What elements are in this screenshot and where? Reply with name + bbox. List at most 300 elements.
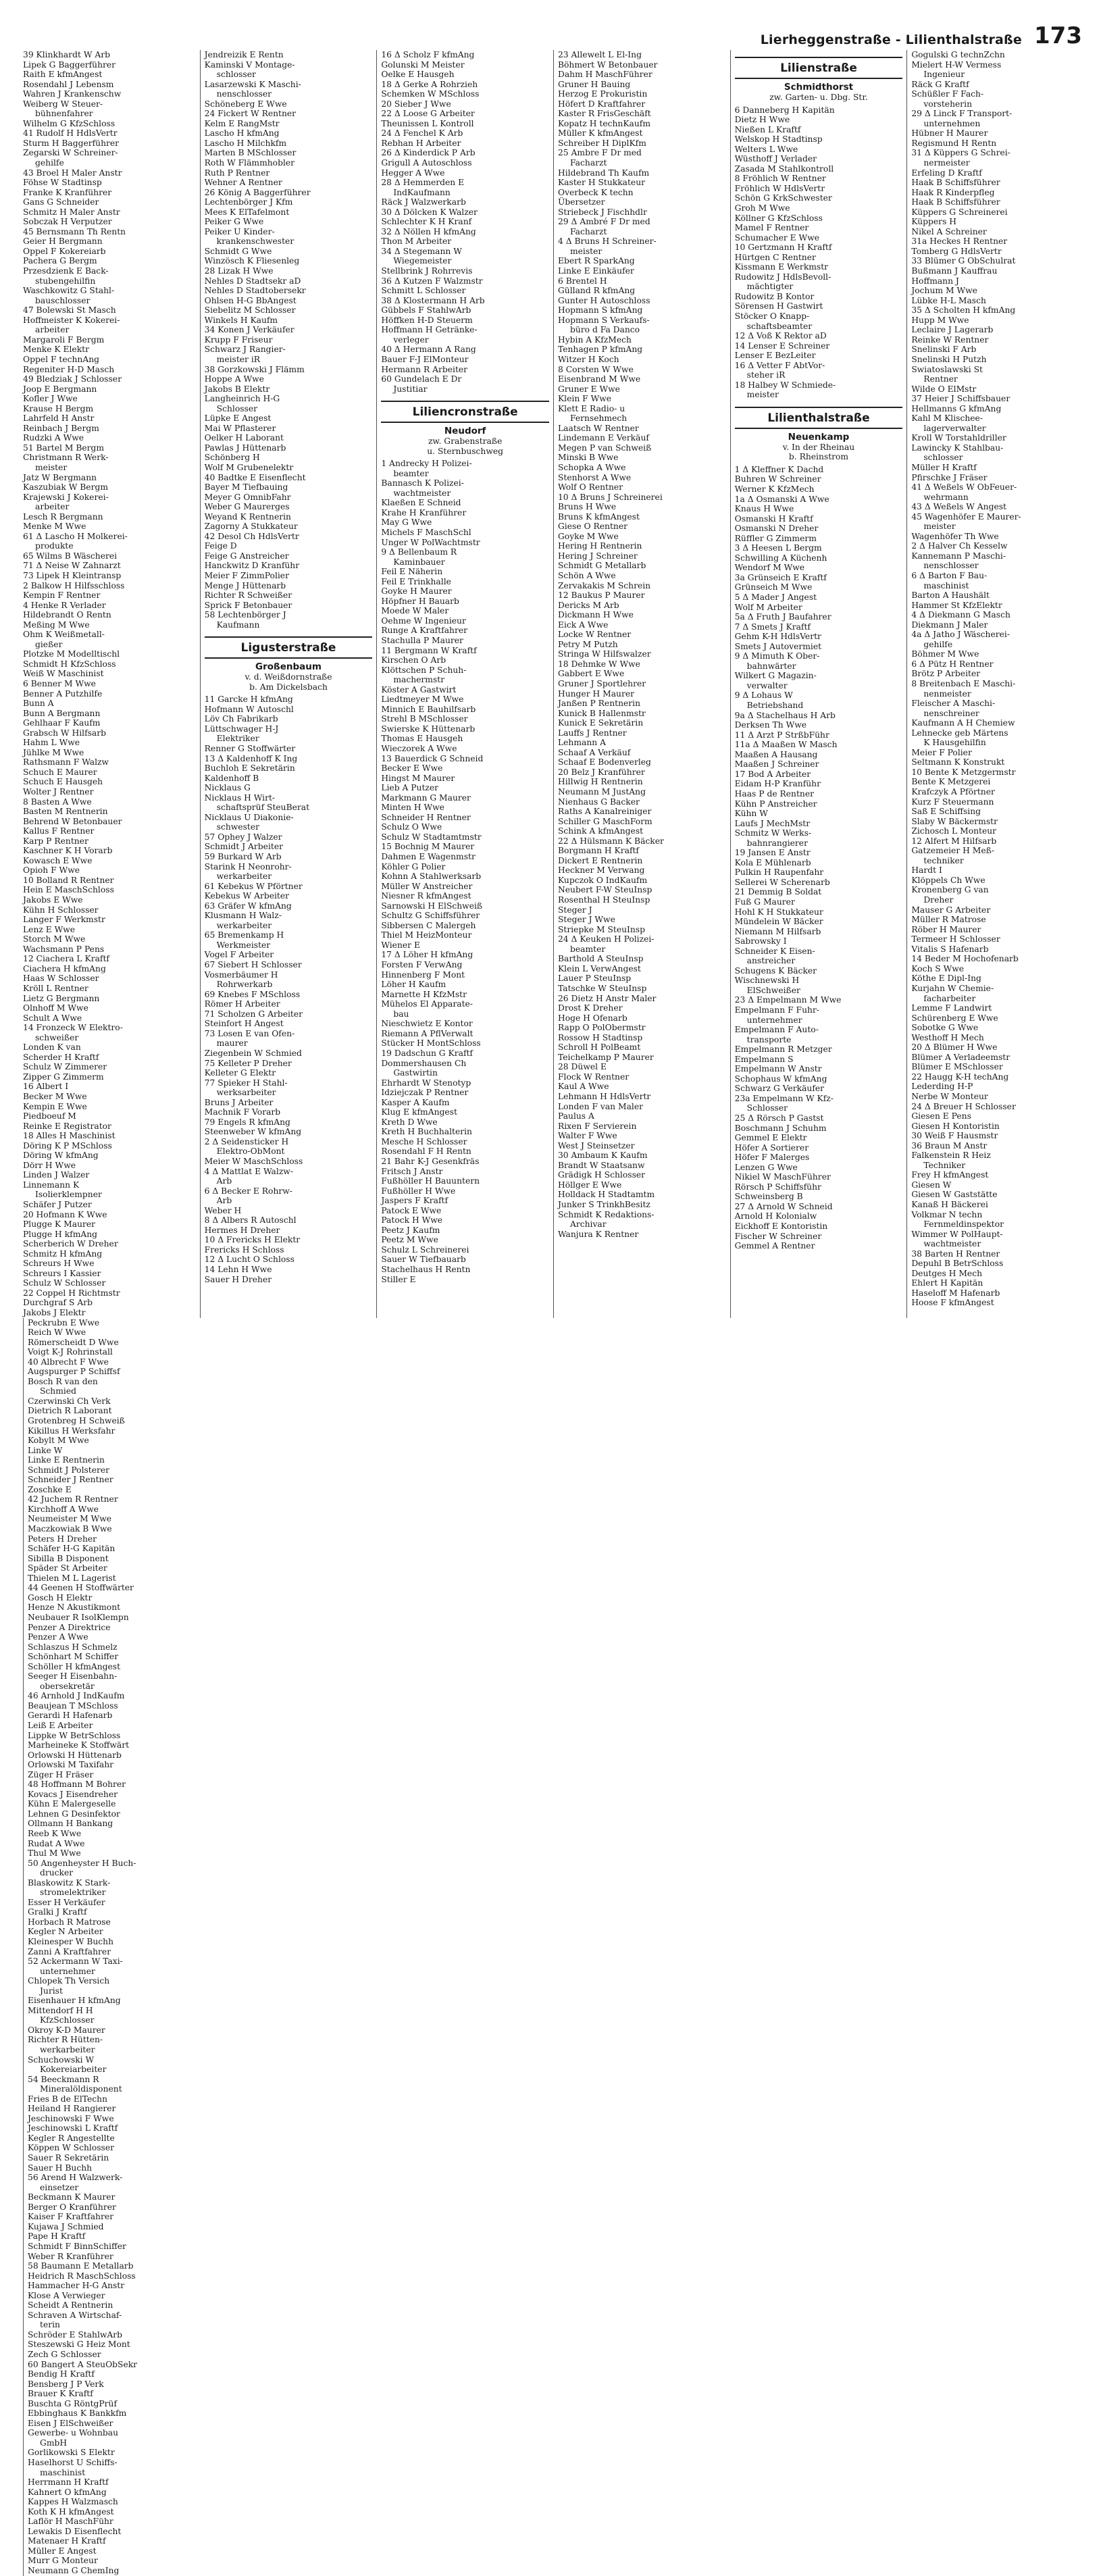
directory-entry: Pulkin H Raupenfahr xyxy=(734,867,824,878)
directory-entry: Rosenthal H SteuInsp xyxy=(557,895,650,905)
directory-entry: Fries B de ElTechn xyxy=(28,2094,108,2104)
column-6 xyxy=(906,50,1083,1318)
district-name: Neuenkamp xyxy=(788,431,850,443)
directory-entry: Weber R Kranführer xyxy=(28,2251,113,2261)
directory-entry: Beaujean T MSchloss xyxy=(28,1700,118,1711)
directory-entry: Erfeling D Kraftf xyxy=(911,168,982,178)
directory-entry: Eisen J ElSchweißer xyxy=(28,2418,113,2428)
directory-entry: Leclaire J Lagerarb xyxy=(911,325,994,335)
directory-entry: Saß E Schiffsing xyxy=(911,807,981,817)
directory-entry: Peiker U Kinder- xyxy=(204,226,275,236)
directory-entry: Hellmanns G kfmAng xyxy=(911,403,1002,413)
directory-entry: Neumann G ChemIng xyxy=(28,2566,120,2575)
directory-entry: Schmitz H kfmAng xyxy=(23,1248,103,1259)
directory-entry: 32 Δ Nöllen H kfmAng xyxy=(381,226,476,236)
directory-entry: 50 Angenheyster H Buch- xyxy=(28,1858,136,1868)
directory-entry: Kaminbauer xyxy=(393,557,445,567)
directory-entry: terin xyxy=(40,2320,60,2330)
directory-entry: Junker S TrinkhBesitz xyxy=(557,1199,650,1209)
directory-entry: 40 Albrecht F Wwe xyxy=(28,1357,109,1367)
directory-entry: Empelmann R Metzger xyxy=(734,1044,832,1055)
directory-entry: Krahe H Kranführer xyxy=(381,507,467,517)
directory-entry: Fernmeldinspektor xyxy=(923,1219,1004,1230)
directory-entry: Fritsch J Anstr xyxy=(381,1166,443,1176)
directory-entry: 21 Demmig B Soldat xyxy=(734,887,822,897)
directory-entry: Kempin E Wwe xyxy=(23,1101,87,1111)
directory-entry: Sibbersen C Malergeh xyxy=(381,920,476,930)
directory-entry: Hammacher H-G Anstr xyxy=(28,2281,125,2291)
directory-entry: unternehmer xyxy=(40,1966,95,1976)
directory-entry: Grünseich M Wwe xyxy=(734,582,813,592)
directory-entry: Fischer W Schreiner xyxy=(734,1231,822,1241)
directory-entry: Rosendahl J Lebensm xyxy=(23,79,114,89)
directory-entry: Bunn A Bergmann xyxy=(23,708,101,718)
directory-entry: Empelmann F Fuhr- xyxy=(734,1005,819,1015)
directory-entry: Gorlikowski S Elektr xyxy=(28,2448,115,2458)
directory-entry: Lasarzewski K Maschi- xyxy=(204,79,301,89)
directory-entry: bühnenfahrer xyxy=(35,109,93,119)
street-heading xyxy=(205,636,373,692)
directory-entry: Bunn A xyxy=(23,699,54,709)
directory-entry: 22 Δ Loose G Arbeiter xyxy=(381,109,475,119)
directory-entry: Schreiber H DiplKfm xyxy=(557,138,646,148)
directory-entry: 2 Δ Halver Ch Kesselw xyxy=(911,541,1008,551)
directory-entry: Linke E Einkäufer xyxy=(557,266,634,276)
directory-entry: Durchgraf S Arb xyxy=(23,1298,93,1308)
directory-entry: Höfert D Kraftfahrer xyxy=(557,99,646,109)
directory-entry: Marten B MSchlosser xyxy=(204,148,297,158)
directory-entry: Wahren J Krankenschw xyxy=(23,89,122,99)
directory-entry: Döring K P MSchloss xyxy=(23,1140,112,1151)
directory-entry: bahnwärter xyxy=(746,661,796,671)
directory-entry: Klug E kfmAngest xyxy=(381,1107,457,1117)
directory-entry: Kaster R FrisGeschäft xyxy=(557,109,651,119)
directory-entry: Zasada M Stahlkontroll xyxy=(734,163,834,174)
directory-entry: 14 Fronzeck W Elektro- xyxy=(23,1023,123,1033)
directory-entry: 20 Sieber J Wwe xyxy=(381,99,451,109)
directory-entry: Vitalis S Hafenarb xyxy=(911,944,989,954)
directory-entry: Sabrowsky I xyxy=(734,936,787,946)
directory-entry: meister xyxy=(35,462,68,472)
directory-entry: Elektro-ObMont xyxy=(216,1146,285,1157)
directory-entry: Stenhorst A Wwe xyxy=(557,472,632,482)
directory-entry: 46 Arnhold J IndKaufm xyxy=(28,1691,125,1701)
directory-entry: Fußhöller H Bauuntern xyxy=(381,1176,480,1186)
directory-entry: Langer F Werkmstr xyxy=(23,915,105,925)
directory-entry: Schult A Wwe xyxy=(23,1013,82,1023)
directory-entry: Reich W Wwe xyxy=(28,1328,86,1338)
directory-entry: 8 Δ Albers R Autoschl xyxy=(204,1215,297,1226)
directory-entry: Neumeister M Wwe xyxy=(28,1514,112,1524)
street-heading xyxy=(735,407,903,462)
directory-entry: Lawincky K Stahlbau- xyxy=(911,443,1004,453)
directory-entry: Feil E Näherin xyxy=(381,567,443,577)
directory-entry: Koch S Wwe xyxy=(911,963,965,974)
directory-entry: 30 Ambaum K Kaufm xyxy=(557,1151,648,1161)
directory-entry: Hopmann S kfmAng xyxy=(557,305,643,315)
directory-entry: Schmidt J Arbeiter xyxy=(204,842,283,852)
directory-entry: Olnhoff M Wwe xyxy=(23,1003,88,1013)
street-range: b. Am Dickelsbach xyxy=(249,682,328,692)
directory-entry: Moede W Maler xyxy=(381,606,449,616)
directory-entry: Buchloh E Sekretärin xyxy=(204,763,295,774)
directory-entry: Minten H Wwe xyxy=(381,803,444,813)
directory-entry: Hoppe A Wwe xyxy=(204,374,264,384)
directory-entry: Schreurs I Kassier xyxy=(23,1268,101,1278)
directory-entry: Sobotke G Wwe xyxy=(911,1023,979,1033)
directory-entry: Archivar xyxy=(569,1219,607,1230)
directory-entry: Heidrich R MaschSchloss xyxy=(28,2271,136,2281)
directory-entry: Horbach R Matrose xyxy=(28,1917,111,1927)
directory-entry: Lehnen G Desinfektor xyxy=(28,1809,120,1819)
directory-entry: Justitiar xyxy=(393,384,428,394)
directory-entry: Regeniter H-D Masch xyxy=(23,364,115,374)
directory-entry: 39 Klinkhardt W Arb xyxy=(23,50,111,59)
directory-entry: Seltmann K Konstrukt xyxy=(911,757,1005,767)
street-range: b. Rheinstrom xyxy=(788,452,849,462)
directory-entry: Hillwig H Rentnerin xyxy=(557,777,643,787)
directory-entry: Müller H Kraftf xyxy=(911,462,977,472)
directory-entry: Scherberich W Dreher xyxy=(23,1239,118,1249)
directory-entry: Haak R Kinderpfleg xyxy=(911,187,995,197)
directory-entry: Lübke H-L Masch xyxy=(911,295,986,305)
directory-entry: Haas W Schlosser xyxy=(23,974,99,984)
directory-entry: Hildebrandt O Rentn xyxy=(23,610,111,620)
directory-entry: Schwarz J Rangier- xyxy=(204,345,286,355)
directory-entry: Kahnert O kfmAng xyxy=(28,2487,107,2497)
directory-entry: 11 Bergmann W Kraftf xyxy=(381,645,477,655)
directory-entry: Jühlke M Wwe xyxy=(23,747,84,757)
directory-entry: Kupczok O IndKaufm xyxy=(557,875,648,885)
directory-entry: Maaßen A Hausang xyxy=(734,749,818,759)
directory-entry: Augspurger P Schiffsf xyxy=(28,1367,120,1377)
directory-entry: Runge A Kraftfahrer xyxy=(381,626,467,636)
directory-entry: Hohl K H Stukkateur xyxy=(734,907,823,917)
directory-entry: Menke K Elektr xyxy=(23,345,89,355)
directory-entry: Raith E kfmAngest xyxy=(23,70,103,80)
directory-entry: Fußhöller H Wwe xyxy=(381,1186,456,1196)
directory-entry: Krajewski J Kokerei- xyxy=(23,492,109,502)
directory-entry: 75 Kelleter P Dreher xyxy=(204,1058,292,1068)
directory-entry: Hingst M Maurer xyxy=(381,773,455,783)
directory-entry: Herzog E Prokuristin xyxy=(557,89,648,99)
directory-entry: Weyand K Rentnerin xyxy=(204,511,291,522)
street-heading xyxy=(381,401,549,456)
directory-entry: Müller K kfmAngest xyxy=(557,128,643,138)
directory-entry: Wilkert G Magazin- xyxy=(734,671,817,681)
directory-entry: Stachulla P Maurer xyxy=(381,635,463,645)
directory-entry: Kaschner K H Vorarb xyxy=(23,846,113,856)
directory-entry: Sauer H Buchh xyxy=(28,2163,93,2173)
directory-entry: Buhren W Schreiner xyxy=(734,474,821,484)
directory-entry: Winzösch K Fliesenleg xyxy=(204,256,300,266)
directory-entry: Piedboeuf M xyxy=(23,1111,76,1121)
directory-entry: Hildebrand Th Kaufm xyxy=(557,168,650,178)
directory-entry: 10 Δ Bruns J Schreinerei xyxy=(557,492,663,502)
directory-entry: 54 Beeckmann R xyxy=(28,2074,99,2084)
directory-entry: gehilfe xyxy=(923,639,953,649)
directory-entry: Kola E Mühlenarb xyxy=(734,857,811,867)
directory-entry: 71 Δ Neise W Zahnarzt xyxy=(23,561,121,571)
directory-entry: Gabbert E Wwe xyxy=(557,669,625,679)
directory-entry: Peiker G Wwe xyxy=(204,217,264,227)
directory-entry: 11 Garcke H kfmAng xyxy=(204,694,293,705)
directory-entry: beamter xyxy=(393,468,429,478)
directory-entry: Bruns J Arbeiter xyxy=(204,1097,274,1107)
directory-entry: Niesner R kfmAngest xyxy=(381,891,471,901)
directory-entry: Mamel F Rentner xyxy=(734,223,809,233)
directory-entry: werkarbeiter xyxy=(216,920,272,930)
directory-entry: Kühn H Schlosser xyxy=(23,905,99,915)
directory-entry: Feige D xyxy=(204,541,237,551)
directory-entry: Wehner A Rentner xyxy=(204,178,282,188)
directory-entry: Schraven A Wirtschaf- xyxy=(28,2310,122,2320)
directory-entry: 2 Balkow H Hilfsschloss xyxy=(23,580,125,590)
directory-entry: Vosmerbäumer H xyxy=(204,969,278,980)
directory-entry: Laatsch W Rentner xyxy=(557,423,639,433)
directory-entry: 35 Δ Scholten H kfmAng xyxy=(911,305,1016,315)
directory-entry: 21 Bahr K-J Gesenkfräs xyxy=(381,1156,480,1166)
directory-entry: Räck G Kraftf xyxy=(911,79,969,89)
directory-entry: schaftsbeamter xyxy=(746,321,813,331)
directory-entry: Karp P Rentner xyxy=(23,836,88,846)
directory-entry: Grigull A Autoschloss xyxy=(381,158,472,168)
directory-entry: Fernsehmech xyxy=(569,413,628,424)
directory-entry: Marnette H KfzMstr xyxy=(381,989,467,999)
directory-entry: 4 Δ Bruns H Schreiner- xyxy=(557,236,657,247)
directory-entry: Rixen F Servierein xyxy=(557,1121,637,1131)
directory-entry: Golunski M Meister xyxy=(381,59,465,70)
directory-columns xyxy=(23,50,1083,2575)
directory-entry: Jeschinowski L Kraftf xyxy=(28,2123,118,2133)
directory-entry: Rüffler G Zimmerm xyxy=(734,533,817,543)
directory-entry: Hinnenberg F Mont xyxy=(381,969,465,980)
directory-entry: Zichosch L Monteur xyxy=(911,826,997,836)
directory-entry: 38 Gorzkowski J Flämm xyxy=(204,364,305,374)
directory-entry: Hürtgen C Rentner xyxy=(734,252,816,262)
directory-entry: Kaster H Stukkateur xyxy=(557,178,645,188)
directory-entry: Gruner J Sportlehrer xyxy=(557,679,646,688)
directory-entry: Ciachera H kfmAng xyxy=(23,963,106,974)
directory-entry: Fleischer A Maschi- xyxy=(911,699,996,709)
directory-entry: Oppel F Kokereiarb xyxy=(23,246,106,256)
directory-entry: Overbeck K techn xyxy=(557,187,634,197)
directory-entry: Pape H Kraftf xyxy=(28,2231,86,2242)
directory-entry: Gralki J Kraftf xyxy=(28,1907,87,1917)
directory-entry: 59 Burkard W Arb xyxy=(204,852,282,862)
directory-entry: Hanckwitz D Kranführ xyxy=(204,561,300,571)
directory-entry: Hering J Schreiner xyxy=(557,551,638,561)
directory-entry: Czerwinski Ch Verk xyxy=(28,1396,111,1406)
directory-entry: Locke W Rentner xyxy=(557,630,632,640)
directory-entry: Patock H Wwe xyxy=(381,1215,443,1226)
directory-entry: Stöcker O Knapp- xyxy=(734,311,810,321)
directory-entry: Zervakakis M Schrein xyxy=(557,580,651,590)
directory-entry: Kirchhoff A Wwe xyxy=(28,1504,99,1514)
directory-entry: Schön A Wwe xyxy=(557,570,616,580)
directory-entry: Brauer K Kraftf xyxy=(28,2389,93,2399)
directory-entry: Jochum M Wwe xyxy=(911,286,977,296)
directory-entry: Pachera G Bergm xyxy=(23,256,97,266)
directory-entry: 14 Lenser E Schreiner xyxy=(734,340,830,351)
directory-entry: Mai W Pflasterer xyxy=(204,423,276,433)
directory-entry: Lippke W BetrSchloss xyxy=(28,1730,121,1740)
directory-entry: Hermann R Arbeiter xyxy=(381,364,468,374)
directory-entry: Richter R Hütten- xyxy=(28,2035,103,2045)
directory-entry: Dahm H MaschFührer xyxy=(557,70,652,80)
directory-entry: Schönberg H xyxy=(204,453,260,463)
directory-entry: Schugens K Bäcker xyxy=(734,965,817,976)
directory-entry: 38 Δ Klostermann H Arb xyxy=(381,295,485,305)
directory-entry: Hoffmann J xyxy=(911,276,959,286)
directory-entry: Bannasch K Polizei- xyxy=(381,478,464,488)
directory-entry: 8 Fröhlich W Rentner xyxy=(734,174,826,184)
directory-entry: Zipper G Zimmerm xyxy=(23,1071,104,1082)
directory-entry: 58 Lechtenbörger J xyxy=(204,610,286,620)
directory-entry: Striepke M SteuInsp xyxy=(557,924,645,934)
directory-entry: Hupp M Wwe xyxy=(911,315,969,325)
directory-entry: 29 Δ Ambré F Dr med xyxy=(557,217,650,227)
directory-entry: Nehles D Stadtsekr aD xyxy=(204,276,301,286)
directory-entry: 28 Δ Hemmerden E xyxy=(381,178,465,188)
directory-entry: meister iR xyxy=(216,354,261,364)
directory-entry: 6 Benner M Wwe xyxy=(23,679,96,688)
directory-entry: Beckmann K Maurer xyxy=(28,2192,116,2202)
directory-entry: Meier F ZimmPolier xyxy=(204,570,289,580)
directory-entry: Schwarz G Verkäufer xyxy=(734,1084,825,1094)
directory-entry: Brandt W Staatsanw xyxy=(557,1160,645,1170)
directory-entry: Bosch R van den xyxy=(28,1376,98,1386)
directory-entry: 18 Dehmke W Wwe xyxy=(557,659,640,669)
directory-entry: Kreth D Wwe xyxy=(381,1117,438,1127)
column-1 xyxy=(23,50,200,1318)
directory-entry: Klein F Wwe xyxy=(557,394,612,404)
directory-entry: 13 Δ Kaldenhoff K Ing xyxy=(204,753,298,763)
directory-entry: Kühn E Malergeselle xyxy=(28,1799,116,1809)
directory-entry: Matenaer H Kraftf xyxy=(28,2536,106,2546)
directory-entry: 41 Rudolf H HdlsVertr xyxy=(23,128,118,138)
directory-entry: Wolf M Arbeiter xyxy=(734,602,802,612)
directory-entry: Ohlsen H-G BbAngest xyxy=(204,295,297,305)
directory-entry: 60 Gundelach E Dr xyxy=(381,374,462,384)
directory-entry: Reeb K Wwe xyxy=(28,1828,82,1838)
directory-entry: Empelmann S xyxy=(734,1054,794,1064)
directory-entry: Pfirschke J Fräser xyxy=(911,472,988,482)
directory-entry: Rudat A Wwe xyxy=(28,1838,85,1848)
directory-entry: 4 Henke R Verlader xyxy=(23,600,106,610)
directory-entry: Heiland H Rangierer xyxy=(28,2104,116,2114)
directory-entry: drucker xyxy=(40,1868,74,1878)
directory-entry: Schmidt K Redaktions- xyxy=(557,1209,655,1219)
directory-entry: Bayer M Tiefbauing xyxy=(204,482,288,493)
directory-entry: Höfer A Sortierer xyxy=(734,1142,809,1153)
directory-entry: Löv Ch Fabrikarb xyxy=(204,714,278,724)
directory-entry: Depuhl B BetrSchloss xyxy=(911,1259,1004,1269)
directory-entry: Küppers G Schreinerei xyxy=(911,207,1008,217)
directory-entry: Schwilling A Küchenh xyxy=(734,553,827,563)
directory-entry: 8 Basten A Wwe xyxy=(23,797,92,807)
directory-entry: Grotenbreg H Schweiß xyxy=(28,1416,125,1426)
directory-entry: Rossow H Stadtinsp xyxy=(557,1032,643,1042)
street-name: Lilienthalstraße xyxy=(735,407,903,429)
directory-entry: Becker E Wwe xyxy=(381,763,443,774)
directory-entry: Drost K Dreher xyxy=(557,1003,623,1013)
directory-entry: Schultz G Schiffsführer xyxy=(381,911,480,921)
directory-entry: Seeger H Eisenbahn- xyxy=(28,1671,118,1682)
directory-entry: Gerardi H Hafenarb xyxy=(28,1711,113,1721)
directory-entry: Snelinski F Arb xyxy=(911,345,977,355)
directory-entry: Gunter H Autoschloss xyxy=(557,295,650,305)
directory-entry: Eidam H-P Kranführ xyxy=(734,779,821,789)
directory-entry: Chlopek Th Versich xyxy=(28,1976,110,1986)
directory-entry: Derksen Th Wwe xyxy=(734,720,807,730)
directory-entry: 6 Brentel H xyxy=(557,276,607,286)
directory-entry: 38 Barten H Rentner xyxy=(911,1248,1000,1259)
directory-entry: 4 Δ Mattlat E Walzw- xyxy=(204,1166,293,1176)
directory-entry: einsetzer xyxy=(40,2182,79,2192)
directory-entry: Nieschwietz E Kontor xyxy=(381,1019,473,1029)
directory-entry: Empelmann F Auto- xyxy=(734,1025,819,1035)
directory-entry: Weiberg W Steuer- xyxy=(23,99,103,109)
directory-entry: Schaaf A Verkäuf xyxy=(557,747,631,757)
directory-entry: Falkenstein R Heiz xyxy=(911,1151,991,1161)
directory-entry: Eisenbrand M Wwe xyxy=(557,374,641,384)
directory-entry: nenschreiner xyxy=(923,708,979,718)
directory-entry: 22 Coppel H Richtmstr xyxy=(23,1288,120,1298)
directory-entry: 73 Losen E van Ofen- xyxy=(204,1028,295,1038)
directory-entry: Schuchowski W xyxy=(28,2054,95,2065)
directory-entry: Hoffmeister K Kokerei- xyxy=(23,315,120,325)
directory-entry: Minnich E Bauhilfsarb xyxy=(381,704,476,714)
directory-entry: Stachelhaus H Rentn xyxy=(381,1264,471,1274)
directory-entry: 8 Corsten W Wwe xyxy=(557,364,634,374)
directory-entry: 61 Kebekus W Pförtner xyxy=(204,881,303,891)
directory-entry: Knaus H Wwe xyxy=(734,504,794,514)
directory-entry: Sobczak H Verputzer xyxy=(23,217,112,227)
directory-entry: Frericks H Schloss xyxy=(204,1244,284,1255)
directory-entry: Bruns K kfmAngest xyxy=(557,511,640,522)
directory-entry: Mühelos El Apparate- xyxy=(381,999,473,1009)
directory-entry: 26 König A Baggerführer xyxy=(204,187,311,197)
directory-entry: Menge J Hüttenarb xyxy=(204,580,286,590)
directory-entry: Klaeßen E Schneid xyxy=(381,498,461,508)
directory-entry: Peetz M Wwe xyxy=(381,1235,438,1245)
directory-entry: Langheinrich H-G xyxy=(204,394,280,404)
directory-entry: Hunger H Maurer xyxy=(557,688,634,699)
directory-entry: Schmidt J Polsterer xyxy=(28,1465,110,1475)
directory-entry: Thomas E Hausgeh xyxy=(381,734,463,744)
directory-entry: Frey H kfmAngest xyxy=(911,1170,989,1180)
directory-entry: Dericks M Arb xyxy=(557,600,619,610)
directory-entry: werkarbeiter xyxy=(216,872,272,882)
directory-entry: Scherder H Kraftf xyxy=(23,1052,99,1062)
directory-entry: verwalter xyxy=(746,680,788,690)
directory-entry: Reinbach J Bergm xyxy=(23,423,99,433)
directory-entry: Lesch R Bergmann xyxy=(23,511,103,522)
directory-entry: Schreurs H Wwe xyxy=(23,1259,95,1269)
directory-entry: Kröll L Rentner xyxy=(23,983,88,993)
directory-entry: Theunissen L Kontroll xyxy=(381,118,474,128)
directory-entry: Eickhoff E Kontoristin xyxy=(734,1221,828,1232)
directory-entry: Kowasch E Wwe xyxy=(23,855,93,865)
directory-entry: Dahmen E Wagenmstr xyxy=(381,852,476,862)
directory-entry: Kovacs J Eisendreher xyxy=(28,1789,118,1799)
directory-entry: Schaaf E Bodenverleg xyxy=(557,757,651,767)
directory-entry: ElSchweißer xyxy=(746,985,800,995)
directory-entry: Schmied xyxy=(40,1386,76,1396)
directory-entry: Facharzt xyxy=(569,226,607,236)
directory-entry: Kirschen O Arb xyxy=(381,655,446,665)
